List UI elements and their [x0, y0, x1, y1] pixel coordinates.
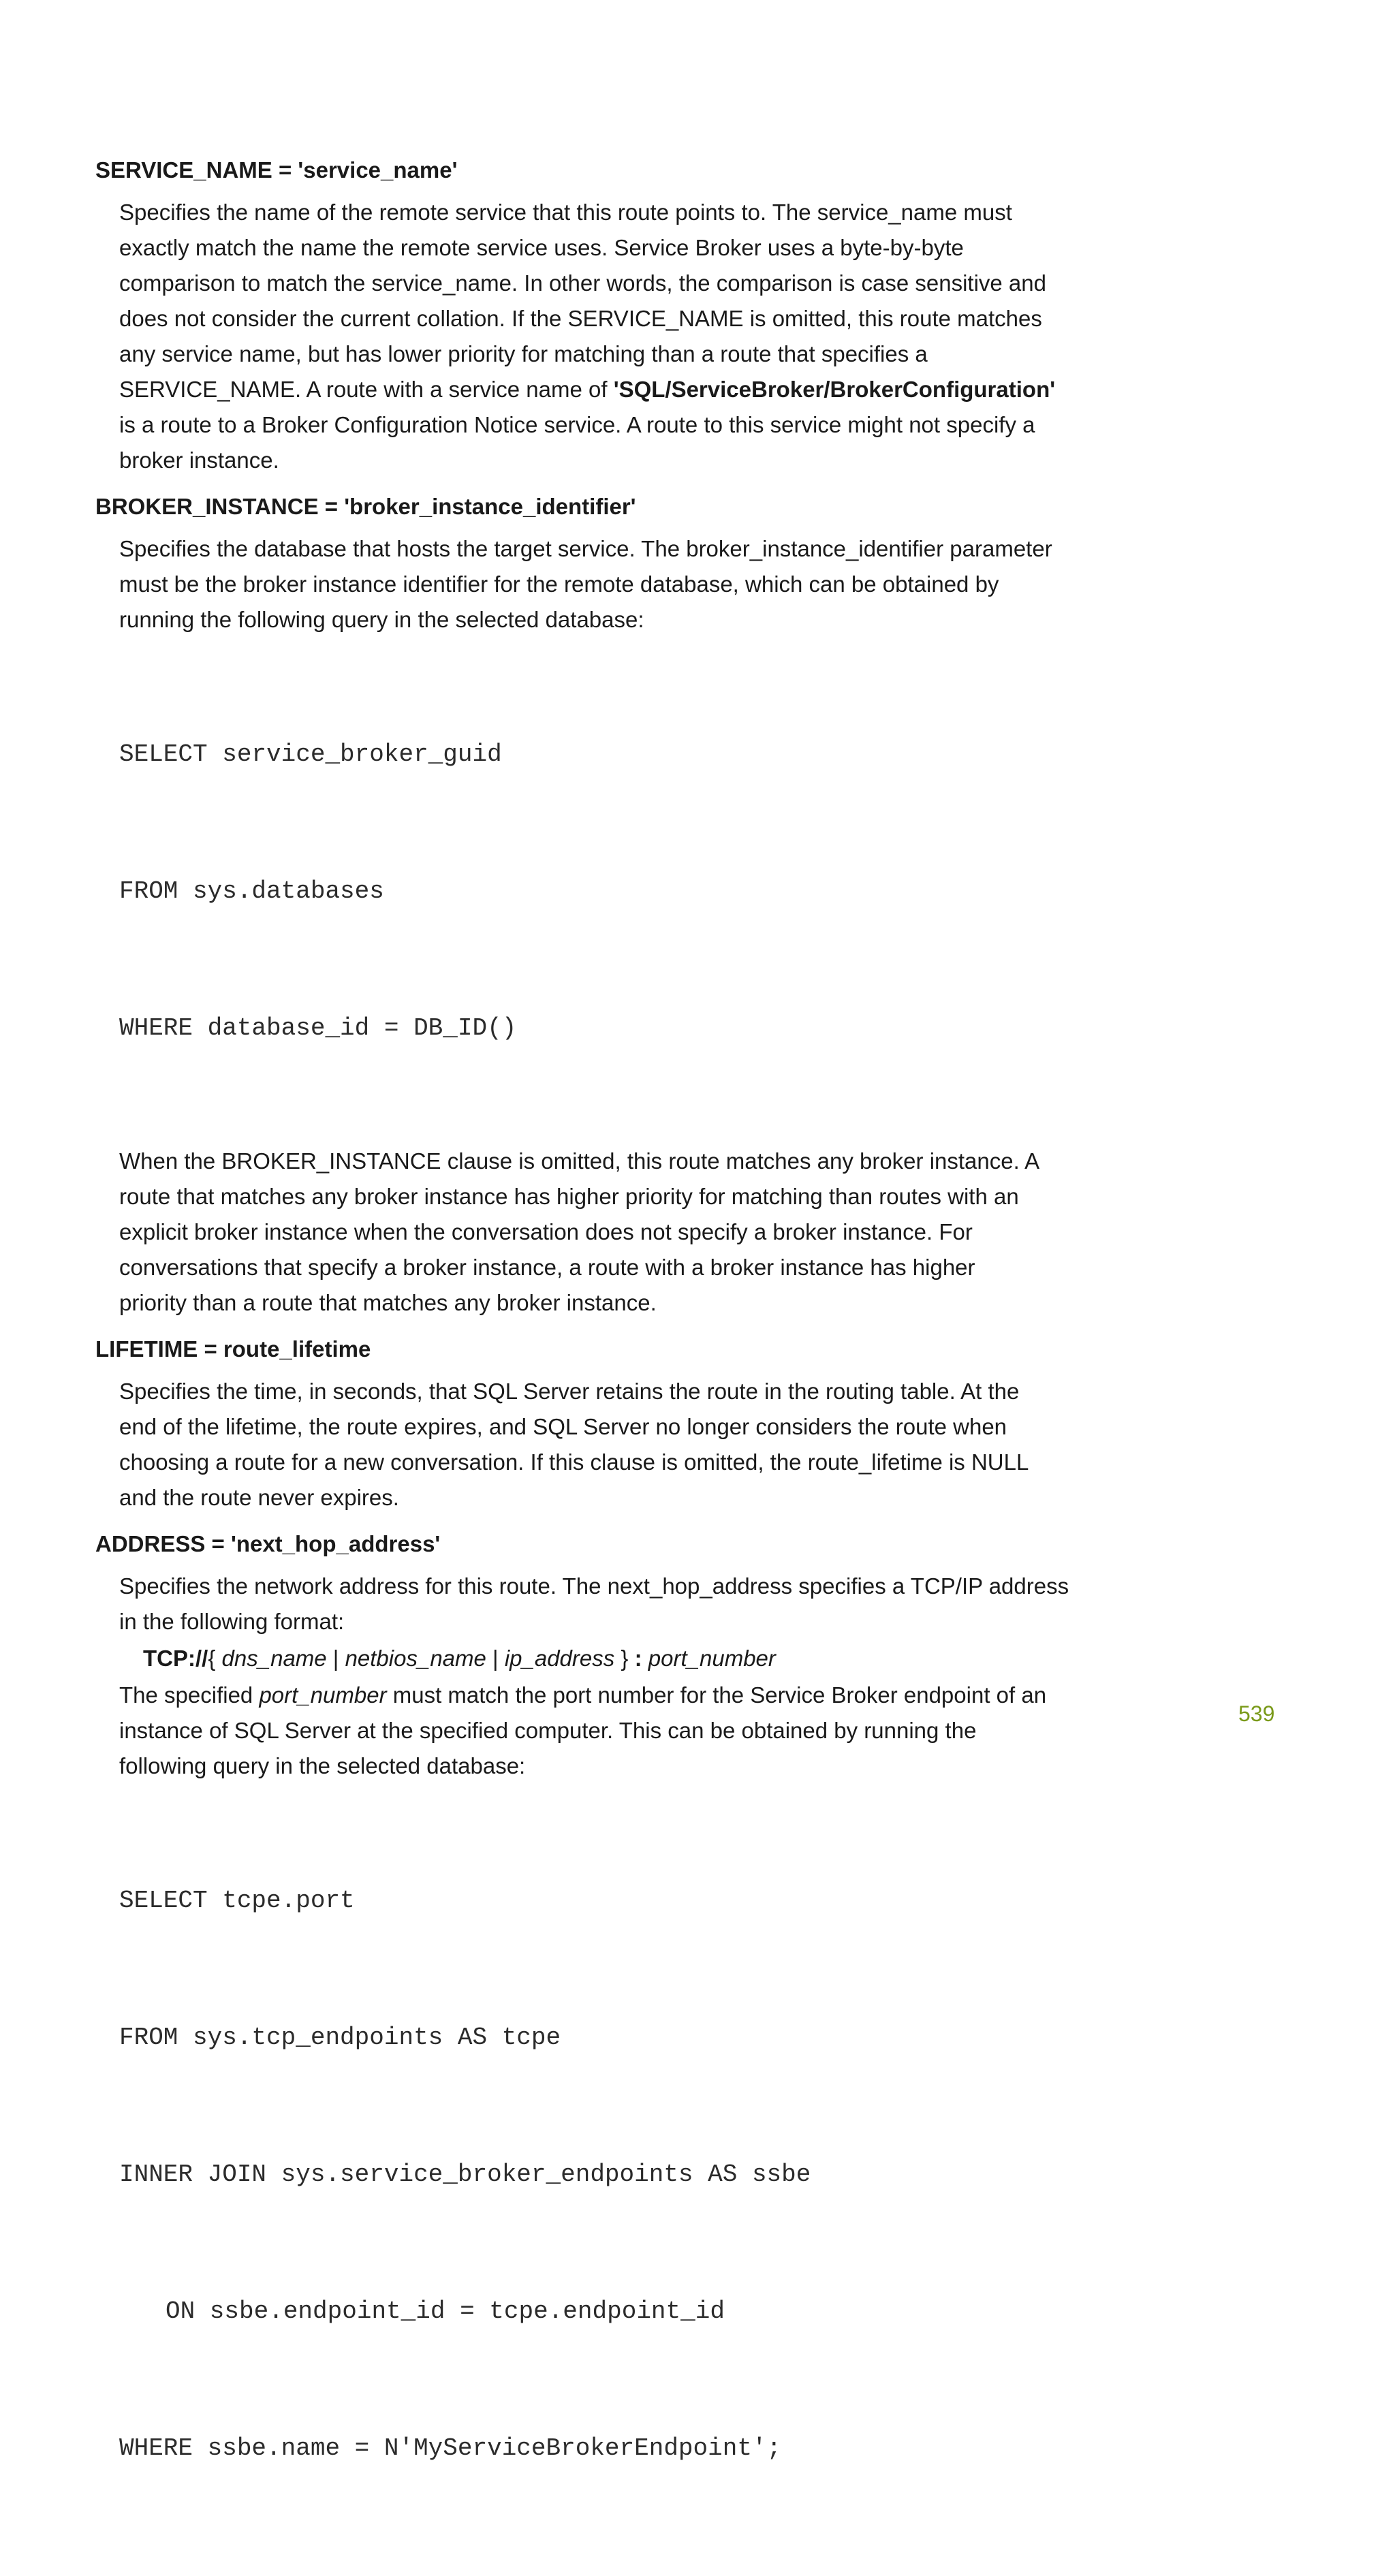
- desc-broker-instance: [119, 531, 1076, 1321]
- text-line: running the following query in the selected database:: [119, 607, 644, 632]
- code-line: FROM sys.databases: [119, 877, 384, 905]
- text-line: following query in the selected database:: [119, 1753, 526, 1778]
- syntax-separator: |: [486, 1646, 505, 1671]
- code-line: SELECT tcpe.port: [119, 1887, 355, 1915]
- text-line: must be the broker instance identifier for the remote database, which can be obtained by: [119, 571, 999, 597]
- code-line: FROM sys.tcp_endpoints AS tcpe: [119, 2024, 561, 2052]
- code-line: INNER JOIN sys.service_broker_endpoints AS ssbe: [119, 2161, 811, 2188]
- term-service-name: SERVICE_NAME = 'service_name': [95, 157, 458, 183]
- code-block-broker-guid: [119, 640, 1076, 1142]
- text-line: comparison to match the service_name. In other words, the comparison is case sensitive and: [119, 270, 1046, 296]
- syntax-separator: |: [326, 1646, 345, 1671]
- term-address: ADDRESS = 'next_hop_address': [95, 1531, 441, 1556]
- text-line: route that matches any broker instance has higher priority for matching than routes with an: [119, 1184, 1019, 1209]
- text-line: end of the lifetime, the route expires, and SQL Server no longer considers the route when: [119, 1414, 1007, 1439]
- term-broker-instance: BROKER_INSTANCE = 'broker_instance_identifier': [95, 494, 636, 519]
- page-number: 539: [1238, 1701, 1275, 1726]
- text-line: does not consider the current collation. If the SERVICE_NAME is omitted, this route matches: [119, 306, 1042, 331]
- desc-lifetime: [119, 1374, 1076, 1515]
- page-content: [95, 155, 1076, 2576]
- syntax-option: ip_address: [504, 1646, 615, 1671]
- syntax-port: port_number: [642, 1646, 776, 1671]
- text-run: must match the port number for the Service Broker endpoint of an: [386, 1682, 1047, 1708]
- desc-address: [119, 1569, 1076, 2562]
- text-line: in the following format:: [119, 1609, 345, 1634]
- term-lifetime: LIFETIME = route_lifetime: [95, 1336, 371, 1362]
- italic-port-number: port_number: [259, 1682, 387, 1708]
- text-line: When the BROKER_INSTANCE clause is omitted, this route matches any broker instance. A: [119, 1148, 1040, 1174]
- text-line: Specifies the time, in seconds, that SQL Server retains the route in the routing table. At the: [119, 1379, 1020, 1404]
- desc-service-name: [119, 195, 1076, 478]
- syntax-brace: }: [614, 1646, 635, 1671]
- syntax-colon: :: [634, 1646, 642, 1671]
- text-line: choosing a route for a new conversation. If this clause is omitted, the route_lifetime is NULL: [119, 1449, 1029, 1475]
- text-line: any service name, but has lower priority for matching than a route that specifies a: [119, 341, 928, 366]
- text-line: [119, 372, 1076, 407]
- text-line: priority than a route that matches any broker instance.: [119, 1290, 657, 1315]
- text-run: The specified: [119, 1682, 260, 1708]
- text-line: and the route never expires.: [119, 1485, 399, 1510]
- code-line: ON ssbe.endpoint_id = tcpe.endpoint_id: [166, 2297, 725, 2325]
- text-line: Specifies the database that hosts the target service. The broker_instance_identifier parameter: [119, 536, 1052, 561]
- syntax-option: dns_name: [221, 1646, 327, 1671]
- code-line: WHERE database_id = DB_ID(): [119, 1014, 517, 1042]
- code-line: SELECT service_broker_guid: [119, 740, 502, 768]
- text-line: [119, 1678, 1076, 1713]
- text-line: instance of SQL Server at the specified computer. This can be obtained by running the: [119, 1718, 977, 1743]
- code-block-endpoint-port: [119, 1787, 1076, 2562]
- address-syntax: [143, 1641, 1076, 1676]
- text-line: Specifies the name of the remote service that this route points to. The service_name must: [119, 200, 1012, 225]
- text-line: explicit broker instance when the conversation does not specify a broker instance. For: [119, 1219, 973, 1244]
- syntax-option: netbios_name: [345, 1646, 486, 1671]
- text-line: broker instance.: [119, 447, 279, 473]
- bold-service-name: 'SQL/ServiceBroker/BrokerConfiguration': [613, 377, 1056, 402]
- text-line: exactly match the name the remote service uses. Service Broker uses a byte-by-byte: [119, 235, 964, 260]
- syntax-prefix: TCP://: [143, 1646, 208, 1671]
- text-line: Specifies the network address for this route. The next_hop_address specifies a TCP/IP address: [119, 1573, 1069, 1599]
- syntax-brace: {: [208, 1646, 222, 1671]
- code-line: WHERE ssbe.name = N'MyServiceBrokerEndpoint';: [119, 2434, 782, 2462]
- text-line: conversations that specify a broker instance, a route with a broker instance has higher: [119, 1255, 975, 1280]
- text-line: is a route to a Broker Configuration Notice service. A route to this service might not specify a: [119, 412, 1035, 437]
- text-run: SERVICE_NAME. A route with a service name of: [119, 377, 614, 402]
